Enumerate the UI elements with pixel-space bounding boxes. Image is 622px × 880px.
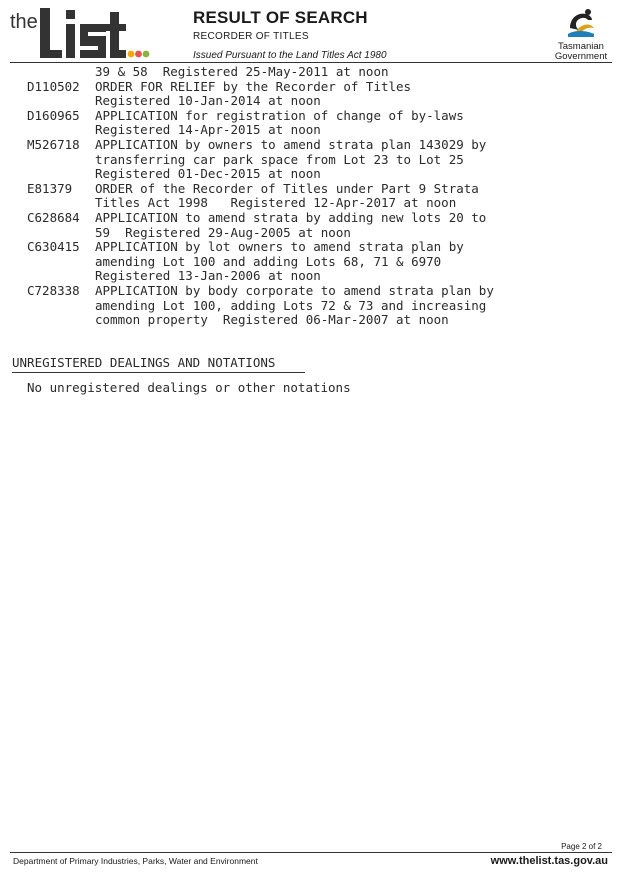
dealing-text-line: transferring car park space from Lot 23 to Lot 25 <box>95 151 464 167</box>
act-reference: Issued Pursuant to the Land Titles Act 1980 <box>193 50 387 61</box>
dealing-reference: C728338 <box>27 282 80 298</box>
gov-line2: Government <box>554 51 608 62</box>
dealing-text-line: amending Lot 100, adding Lots 72 & 73 and increasing <box>95 297 487 313</box>
document-subtitle: RECORDER OF TITLES <box>193 31 309 42</box>
dealing-entry <box>27 138 494 182</box>
dealing-reference: D160965 <box>27 107 80 123</box>
dealing-description <box>95 109 464 138</box>
dealing-entry <box>27 109 494 138</box>
document-title: RESULT OF SEARCH <box>193 8 368 27</box>
dealing-entry <box>27 65 494 80</box>
gov-line1: Tasmanian <box>558 41 604 52</box>
dealing-description <box>95 284 494 328</box>
dealing-reference: C628684 <box>27 209 80 225</box>
svg-text:the: the <box>10 11 38 33</box>
dealing-text-line: common property Registered 06-Mar-2007 at noon <box>95 312 449 328</box>
section-heading: UNREGISTERED DEALINGS AND NOTATIONS <box>12 355 276 370</box>
dealing-entry <box>27 211 494 240</box>
section-underline <box>12 372 305 373</box>
dealing-text-line: APPLICATION by body corporate to amend strata plan by <box>95 282 494 298</box>
dealing-reference: C630415 <box>27 239 80 255</box>
dealing-text-line: Registered 14-Apr-2015 at noon <box>95 122 321 138</box>
dealing-text-line: APPLICATION by owners to amend strata plan 143029 by <box>95 136 487 152</box>
department-name: Department of Primary Industries, Parks, Water and Environment <box>13 856 258 866</box>
dealing-description <box>95 65 389 80</box>
dealing-reference <box>27 65 95 80</box>
logo-dot <box>143 51 150 58</box>
dealing-text-line: 39 & 58 Registered 25-May-2011 at noon <box>95 64 389 79</box>
government-name <box>548 42 614 62</box>
footer-divider <box>10 852 612 853</box>
tasmanian-government-logo <box>548 6 614 64</box>
dealing-reference: D110502 <box>27 78 80 94</box>
dealing-description <box>95 211 486 240</box>
dealings-list <box>27 65 494 328</box>
logo-dot <box>128 51 135 58</box>
dealing-description <box>95 138 486 182</box>
dealing-text-line: 59 Registered 29-Aug-2005 at noon <box>95 224 351 240</box>
dealing-reference: M526718 <box>27 136 80 152</box>
logo-dot <box>135 51 142 58</box>
page-number: Page 2 of 2 <box>561 842 602 851</box>
dealing-text-line: APPLICATION for registration of change of by-laws <box>95 107 464 123</box>
dealing-text-line: Titles Act 1998 Registered 12-Apr-2017 at noon <box>95 195 457 211</box>
dealing-reference: E81379 <box>27 180 73 196</box>
dealing-text-line: APPLICATION by lot owners to amend strata plan by <box>95 239 464 255</box>
dealing-description <box>95 240 464 284</box>
dealing-entry <box>27 182 494 211</box>
dealing-entry <box>27 80 494 109</box>
dealing-entry <box>27 240 494 284</box>
section-body: No unregistered dealings or other notations <box>27 380 351 395</box>
website-link[interactable]: www.thelist.tas.gov.au <box>490 855 608 867</box>
dealing-entry <box>27 284 494 328</box>
dealing-text-line: Registered 01-Dec-2015 at noon <box>95 166 321 182</box>
dealing-text-line: ORDER FOR RELIEF by the Recorder of Titles <box>95 78 412 94</box>
dealing-text-line: Registered 13-Jan-2006 at noon <box>95 268 321 284</box>
tasmanian-tiger-emblem-icon <box>564 6 598 40</box>
thelist-logo <box>10 6 150 62</box>
dealing-text-line: Registered 10-Jan-2014 at noon <box>95 93 321 109</box>
dealing-text-line: amending Lot 100 and adding Lots 68, 71 & 6970 <box>95 253 442 269</box>
dealing-description <box>95 80 411 109</box>
header-divider <box>10 62 612 63</box>
dealing-text-line: ORDER of the Recorder of Titles under Part 9 Strata <box>95 180 479 196</box>
dealing-description <box>95 182 479 211</box>
dealing-text-line: APPLICATION to amend strata by adding new lots 20 to <box>95 209 487 225</box>
